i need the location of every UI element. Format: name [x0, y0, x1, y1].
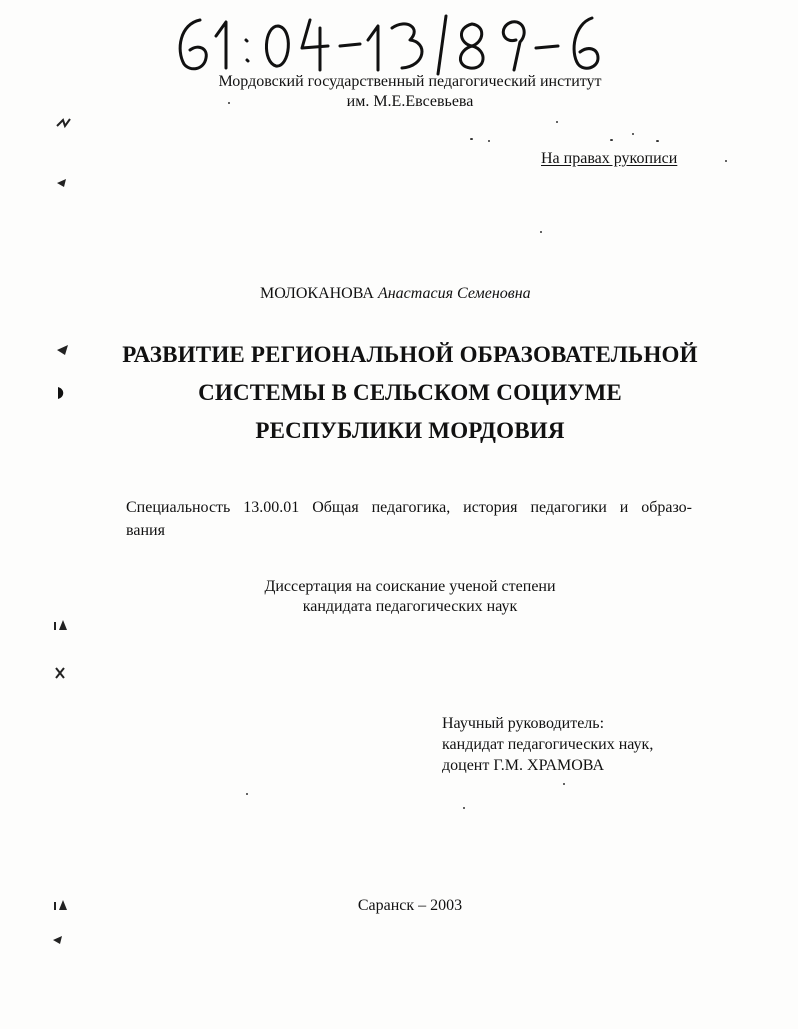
scan-speck [656, 140, 659, 142]
scan-speck [725, 160, 727, 162]
scan-speck [470, 138, 473, 140]
scan-artifact-icon [52, 935, 64, 945]
scan-artifact-icon [56, 178, 68, 188]
institute-name: Мордовский государственный педагогический институт [218, 73, 602, 90]
scan-artifact-icon [53, 618, 69, 632]
author-name [260, 285, 531, 303]
scan-artifact-icon [56, 386, 66, 400]
degree-line-1: Диссертация на соискание ученой степени [264, 578, 556, 595]
city-year: Саранск – 2003 [357, 897, 463, 914]
scan-speck [540, 231, 542, 233]
supervisor-name: доцент Г.М. ХРАМОВА [442, 757, 604, 774]
author-given-names: Анастасия Семеновна [377, 285, 531, 302]
scan-speck [463, 807, 465, 809]
specialty-paragraph [126, 496, 692, 542]
scan-artifact-icon [55, 116, 73, 130]
degree-line-2: кандидата педагогических наук [302, 598, 518, 615]
supervisor-label: Научный руководитель: [442, 715, 605, 732]
scan-artifact-icon [56, 344, 70, 356]
thesis-title-line-3: РЕСПУБЛИКИ МОРДОВИЯ [255, 418, 565, 443]
thesis-title-line-1: РАЗВИТИЕ РЕГИОНАЛЬНОЙ ОБРАЗОВАТЕЛЬНОЙ [122, 342, 698, 367]
scan-speck [246, 793, 248, 795]
scan-artifact-icon [55, 667, 65, 679]
supervisor-degree: кандидат педагогических наук, [442, 736, 654, 753]
thesis-title-line-2: СИСТЕМЫ В СЕЛЬСКОМ СОЦИУМЕ [198, 380, 622, 405]
scan-artifact-icon [53, 898, 69, 912]
manuscript-rights-note: На правах рукописи [541, 150, 678, 167]
specialty-line-2: вания [126, 522, 165, 539]
institute-honorific: им. М.Е.Евсевьева [346, 93, 474, 110]
supervisor-block [442, 713, 653, 776]
scan-speck [228, 102, 230, 104]
scan-speck [488, 140, 490, 142]
scan-speck [632, 133, 634, 135]
scan-speck [563, 783, 565, 785]
handwritten-archive-number [160, 6, 640, 76]
scan-speck [610, 139, 613, 141]
author-surname: МОЛОКАНОВА [260, 285, 374, 302]
specialty-line-1: Специальность 13.00.01 Общая педагогика, история педагогики и образо- [126, 499, 692, 516]
scan-speck [556, 121, 558, 123]
